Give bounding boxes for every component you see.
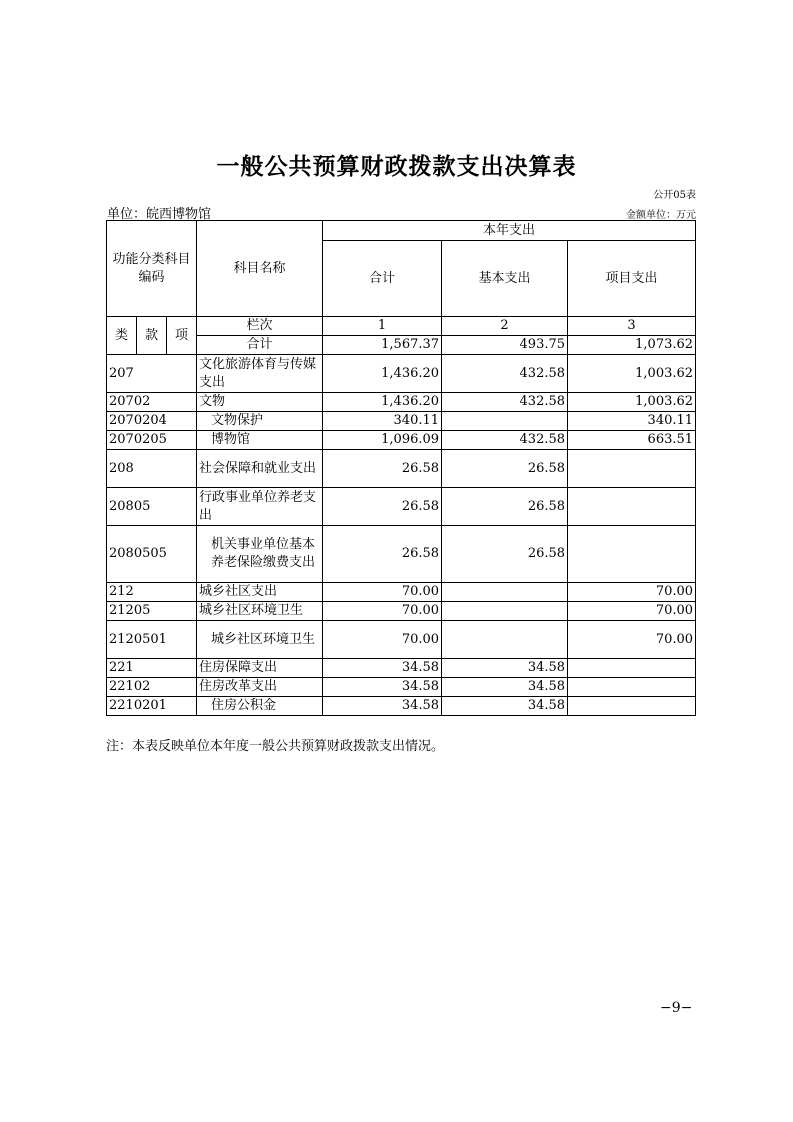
row-basic	[442, 583, 568, 602]
row-name: 住房改革支出	[197, 678, 323, 697]
table-row	[107, 697, 696, 716]
row-name: 博物馆	[197, 431, 323, 450]
row-code: 221	[107, 659, 197, 678]
row-basic: 26.58	[442, 526, 568, 583]
money-unit-label: 金额单位：万元	[626, 210, 696, 221]
row-project	[568, 678, 696, 697]
row-code: 207	[107, 355, 197, 393]
row-project: 1,003.62	[568, 393, 696, 412]
unit-label: 单位：皖西博物馆	[107, 207, 212, 222]
row-name: 行政事业单位养老支出	[197, 488, 323, 526]
row-basic	[442, 602, 568, 621]
table-row	[107, 583, 696, 602]
row-total: 1,436.20	[323, 393, 442, 412]
row-total: 1,436.20	[323, 355, 442, 393]
sum-basic: 493.75	[442, 336, 568, 355]
year-expense-header: 本年支出	[323, 221, 696, 241]
column-index-2: 2	[442, 317, 568, 336]
row-basic: 26.58	[442, 450, 568, 488]
form-number: 公开05表	[653, 190, 696, 201]
expense-table	[106, 220, 696, 716]
row-total: 26.58	[323, 526, 442, 583]
row-code: 2120501	[107, 621, 197, 659]
table-row	[107, 659, 696, 678]
row-code: 208	[107, 450, 197, 488]
row-name: 社会保障和就业支出	[197, 450, 323, 488]
table-row	[107, 526, 696, 583]
row-project: 1,003.62	[568, 355, 696, 393]
row-code: 20805	[107, 488, 197, 526]
row-name: 文化旅游体育与传媒支出	[197, 355, 323, 393]
page-number: −9−	[660, 1000, 693, 1016]
row-project	[568, 526, 696, 583]
row-code: 212	[107, 583, 197, 602]
row-total: 34.58	[323, 697, 442, 716]
basic-header: 基本支出	[442, 241, 568, 317]
row-code: 2080505	[107, 526, 197, 583]
row-name: 城乡社区支出	[197, 583, 323, 602]
table-row	[107, 355, 696, 393]
row-basic: 26.58	[442, 488, 568, 526]
row-total: 70.00	[323, 583, 442, 602]
row-total: 26.58	[323, 450, 442, 488]
header-row-1	[107, 221, 696, 241]
row-project	[568, 697, 696, 716]
row-basic: 34.58	[442, 678, 568, 697]
row-name: 机关事业单位基本养老保险缴费支出	[197, 526, 323, 583]
table-row	[107, 678, 696, 697]
lei-header: 类	[107, 317, 137, 355]
column-index-label: 栏次	[197, 317, 323, 336]
row-total: 1,096.09	[323, 431, 442, 450]
page-title: 一般公共预算财政拨款支出决算表	[216, 154, 577, 180]
row-code: 2210201	[107, 697, 197, 716]
total-header: 合计	[323, 241, 442, 317]
table-row	[107, 450, 696, 488]
row-name: 住房保障支出	[197, 659, 323, 678]
project-header: 项目支出	[568, 241, 696, 317]
table-row	[107, 621, 696, 659]
sum-total: 1,567.37	[323, 336, 442, 355]
row-project	[568, 488, 696, 526]
column-index-1: 1	[323, 317, 442, 336]
row-basic: 432.58	[442, 393, 568, 412]
row-name: 城乡社区环境卫生	[197, 621, 323, 659]
row-name: 住房公积金	[197, 697, 323, 716]
row-total: 34.58	[323, 678, 442, 697]
table-row	[107, 412, 696, 431]
code-header: 功能分类科目编码	[107, 221, 197, 317]
row-total: 26.58	[323, 488, 442, 526]
name-header: 科目名称	[197, 221, 323, 317]
table-row	[107, 393, 696, 412]
row-code: 20702	[107, 393, 197, 412]
row-basic	[442, 621, 568, 659]
row-project: 340.11	[568, 412, 696, 431]
table-row	[107, 488, 696, 526]
row-basic	[442, 412, 568, 431]
row-code: 2070205	[107, 431, 197, 450]
row-name: 城乡社区环境卫生	[197, 602, 323, 621]
sum-project: 1,073.62	[568, 336, 696, 355]
column-index-3: 3	[568, 317, 696, 336]
row-total: 70.00	[323, 602, 442, 621]
row-total: 34.58	[323, 659, 442, 678]
row-total: 340.11	[323, 412, 442, 431]
kuan-header: 款	[137, 317, 167, 355]
row-project: 70.00	[568, 602, 696, 621]
table-row	[107, 431, 696, 450]
row-basic: 432.58	[442, 431, 568, 450]
row-project: 663.51	[568, 431, 696, 450]
row-code: 21205	[107, 602, 197, 621]
table-note: 注：本表反映单位本年度一般公共预算财政拨款支出情况。	[106, 739, 445, 754]
row-name: 文物保护	[197, 412, 323, 431]
row-total: 70.00	[323, 621, 442, 659]
row-project	[568, 450, 696, 488]
row-basic: 432.58	[442, 355, 568, 393]
row-project: 70.00	[568, 621, 696, 659]
row-project	[568, 659, 696, 678]
row-code: 22102	[107, 678, 197, 697]
xiang-header: 项	[167, 317, 197, 355]
row-project: 70.00	[568, 583, 696, 602]
row-basic: 34.58	[442, 659, 568, 678]
row-code: 2070204	[107, 412, 197, 431]
sum-label: 合计	[197, 336, 323, 355]
table-row	[107, 602, 696, 621]
column-index-row	[107, 317, 696, 336]
row-basic: 34.58	[442, 697, 568, 716]
row-name: 文物	[197, 393, 323, 412]
